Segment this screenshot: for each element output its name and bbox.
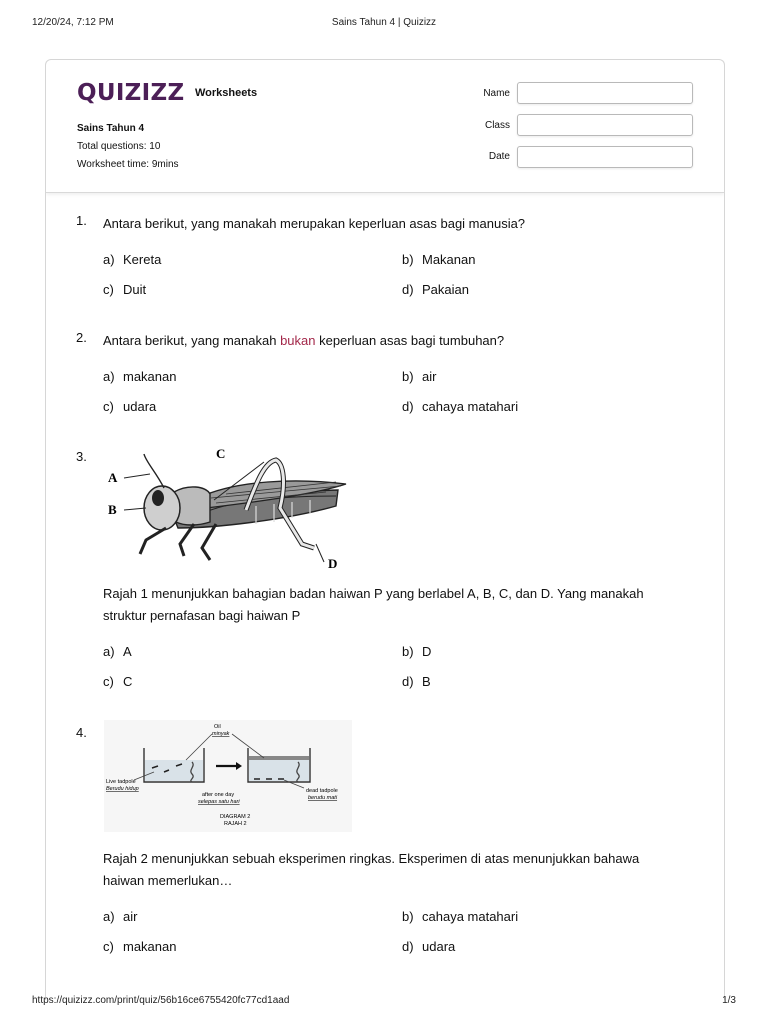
option-b: b) D (402, 644, 432, 659)
label-live: Live tadpole (106, 779, 136, 785)
question-number: 1. (76, 213, 87, 228)
grasshopper-figure (106, 444, 352, 568)
question-number: 4. (76, 725, 87, 740)
class-field[interactable] (517, 114, 693, 136)
label-a: A (108, 470, 118, 485)
print-header (32, 17, 736, 31)
option-c: c) makanan (103, 939, 177, 954)
option-c: c) Duit (103, 282, 147, 297)
option-b: b) Makanan (402, 252, 476, 267)
quiz-meta (77, 120, 179, 174)
option-a: a) makanan (103, 369, 177, 384)
option-d: d) Pakaian (402, 282, 469, 297)
option-c: c) udara (103, 399, 157, 414)
print-timestamp: 12/20/24, 7:12 PM (32, 17, 114, 28)
quizizz-logo: QUIZIZZ (77, 80, 185, 106)
option-d: d) udara (402, 939, 456, 954)
label-oil-ms: minyak (212, 731, 230, 737)
class-label: Class (484, 120, 510, 131)
label-dead: dead tadpole (306, 788, 338, 794)
label-d: D (328, 556, 338, 568)
label-dead-ms: berudu mati (308, 795, 338, 801)
worksheet-time: Worksheet time: 9mins (77, 159, 179, 170)
question-number: 2. (76, 330, 87, 345)
label-after-ms: selepas satu hari (198, 799, 240, 805)
label-live-ms: Berudu hidup (106, 786, 139, 792)
highlight-word: bukan (280, 333, 316, 348)
worksheet (45, 59, 725, 1000)
name-field[interactable] (517, 82, 693, 104)
label-rajah: RAJAH 2 (224, 821, 247, 827)
option-d: d) B (402, 674, 431, 689)
logo-row (77, 80, 257, 106)
total-questions: Total questions: 10 (77, 141, 161, 152)
print-footer (32, 995, 736, 1009)
date-label: Date (488, 151, 510, 162)
question-stem: Rajah 2 menunjukkan sebuah eksperimen ringkas. Eksperimen di atas menunjukkan bahawa haiwan memerlukan… (103, 851, 640, 888)
option-b: b) cahaya matahari (402, 909, 519, 924)
question-4-stem (76, 848, 696, 894)
question-3-stem (76, 583, 696, 629)
name-label: Name (483, 88, 510, 99)
label-b: B (108, 502, 117, 517)
label-after: after one day (202, 792, 235, 798)
print-page-title: Sains Tahun 4 | Quizizz (331, 17, 437, 28)
worksheet-header (46, 60, 724, 193)
logo-subtitle: Worksheets (194, 87, 258, 99)
question-stem: Antara berikut, yang manakah bukan keperluan asas bagi tumbuhan? (103, 333, 505, 348)
question-number: 3. (76, 449, 87, 464)
question-stem: Antara berikut, yang manakah merupakan keperluan asas bagi manusia? (103, 216, 526, 231)
page-number: 1/3 (722, 995, 736, 1006)
date-field[interactable] (517, 146, 693, 168)
option-d: d) cahaya matahari (402, 399, 519, 414)
option-b: b) air (402, 369, 437, 384)
label-diagram: DIAGRAM 2 (220, 814, 251, 820)
quiz-title: Sains Tahun 4 (77, 123, 145, 134)
tadpole-experiment-figure (104, 720, 352, 832)
question-stem: Rajah 1 menunjukkan bahagian badan haiwan P yang berlabel A, B, C, dan D. Yang manakah struktur pernafasan bagi haiwan P (103, 586, 644, 623)
option-a: a) A (103, 644, 132, 659)
print-url: https://quizizz.com/print/quiz/56b16ce6755420fc77cd1aad (32, 995, 290, 1006)
option-c: c) C (103, 674, 133, 689)
option-a: a) air (103, 909, 138, 924)
option-a: a) Kereta (103, 252, 162, 267)
label-c: C (216, 446, 226, 461)
label-oil: Oil (214, 724, 221, 730)
